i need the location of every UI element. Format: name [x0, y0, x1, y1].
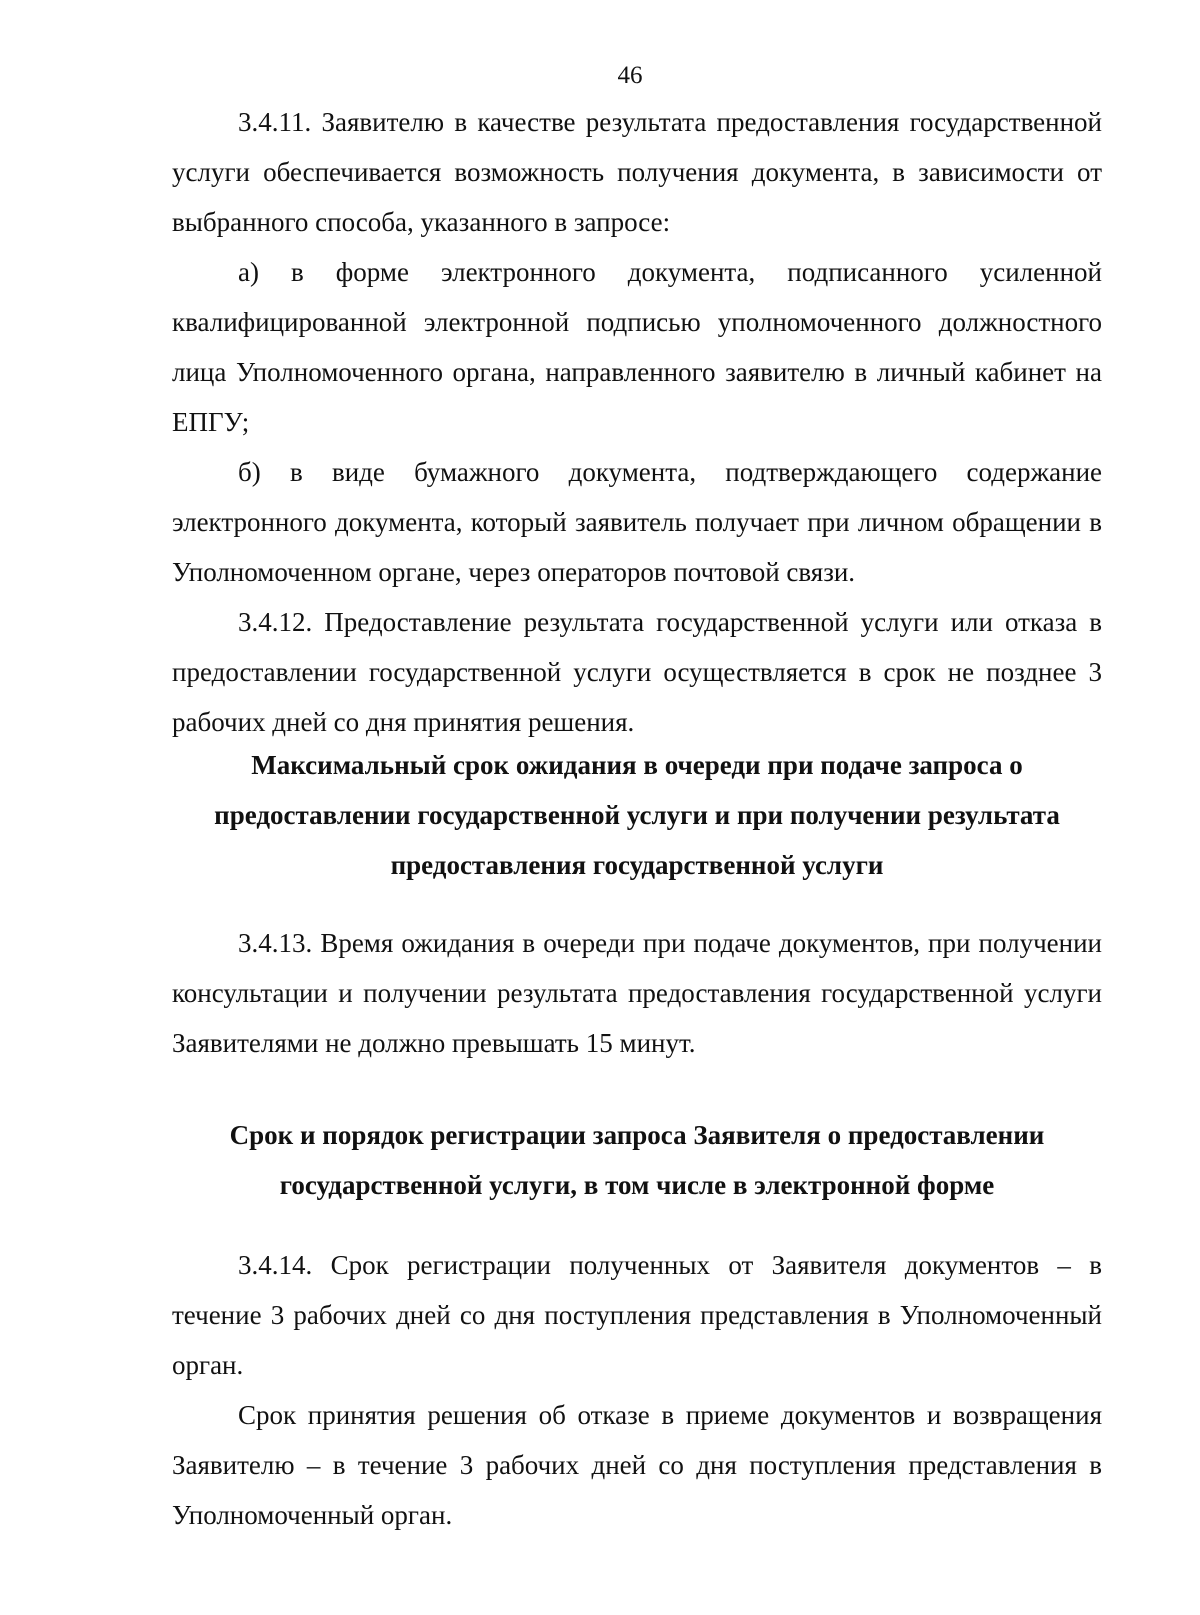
paragraph-3-4-14: 3.4.14. Срок регистрации полученных от Заявителя документов – в течение 3 рабочих дней со дня поступления представления в Уполномоченный орган. — [172, 1250, 1102, 1380]
heading-line: государственной услуги, в том числе в электронной форме — [279, 1170, 995, 1200]
paragraph-option-b: б) в виде бумажного документа, подтверждающего содержание электронного документа, который заявитель получает при личном обращении в Уполномоченном органе, через операторов почтовой связи. — [172, 457, 1102, 587]
paragraph-3-4-12: 3.4.12. Предоставление результата государственной услуги или отказа в предоставлении государственной услуги осуществляется в срок не позднее 3 рабочих дней со дня принятия решения. — [172, 607, 1102, 737]
paragraph-option-a: а) в форме электронного документа, подписанного усиленной квалифицированной электронной подписью уполномоченного должностного лица Уполномоченного органа, направленного заявителю в личный кабинет на ЕПГУ; — [172, 257, 1102, 437]
page-number: 46 — [617, 62, 643, 89]
heading-line: Срок и порядок регистрации запроса Заявителя о предоставлении — [229, 1120, 1045, 1150]
heading-line: Максимальный срок ожидания в очереди при подаче запроса о — [251, 750, 1023, 780]
paragraph-refusal-term: Срок принятия решения об отказе в приеме документов и возвращения Заявителю – в течение 3 рабочих дней со дня поступления представления в Уполномоченный орган. — [172, 1400, 1102, 1530]
section-heading-registration — [172, 1110, 1102, 1210]
paragraph-3-4-13: 3.4.13. Время ожидания в очереди при подаче документов, при получении консультации и получении результата предоставления государственной услуги Заявителями не должно превышать 15 минут. — [172, 928, 1102, 1058]
section-heading-max-wait-time — [172, 740, 1102, 890]
text-block-wait-time — [172, 918, 1102, 1068]
heading-line: предоставления государственной услуги — [390, 850, 884, 880]
text-block-results — [172, 97, 1102, 747]
heading-line: предоставлении государственной услуги и при получении результата — [214, 800, 1060, 830]
text-block-registration — [172, 1240, 1102, 1540]
paragraph-3-4-11: 3.4.11. Заявителю в качестве результата предоставления государственной услуги обеспечивается возможность получения документа, в зависимости от выбранного способа, указанного в запросе: — [172, 107, 1102, 237]
